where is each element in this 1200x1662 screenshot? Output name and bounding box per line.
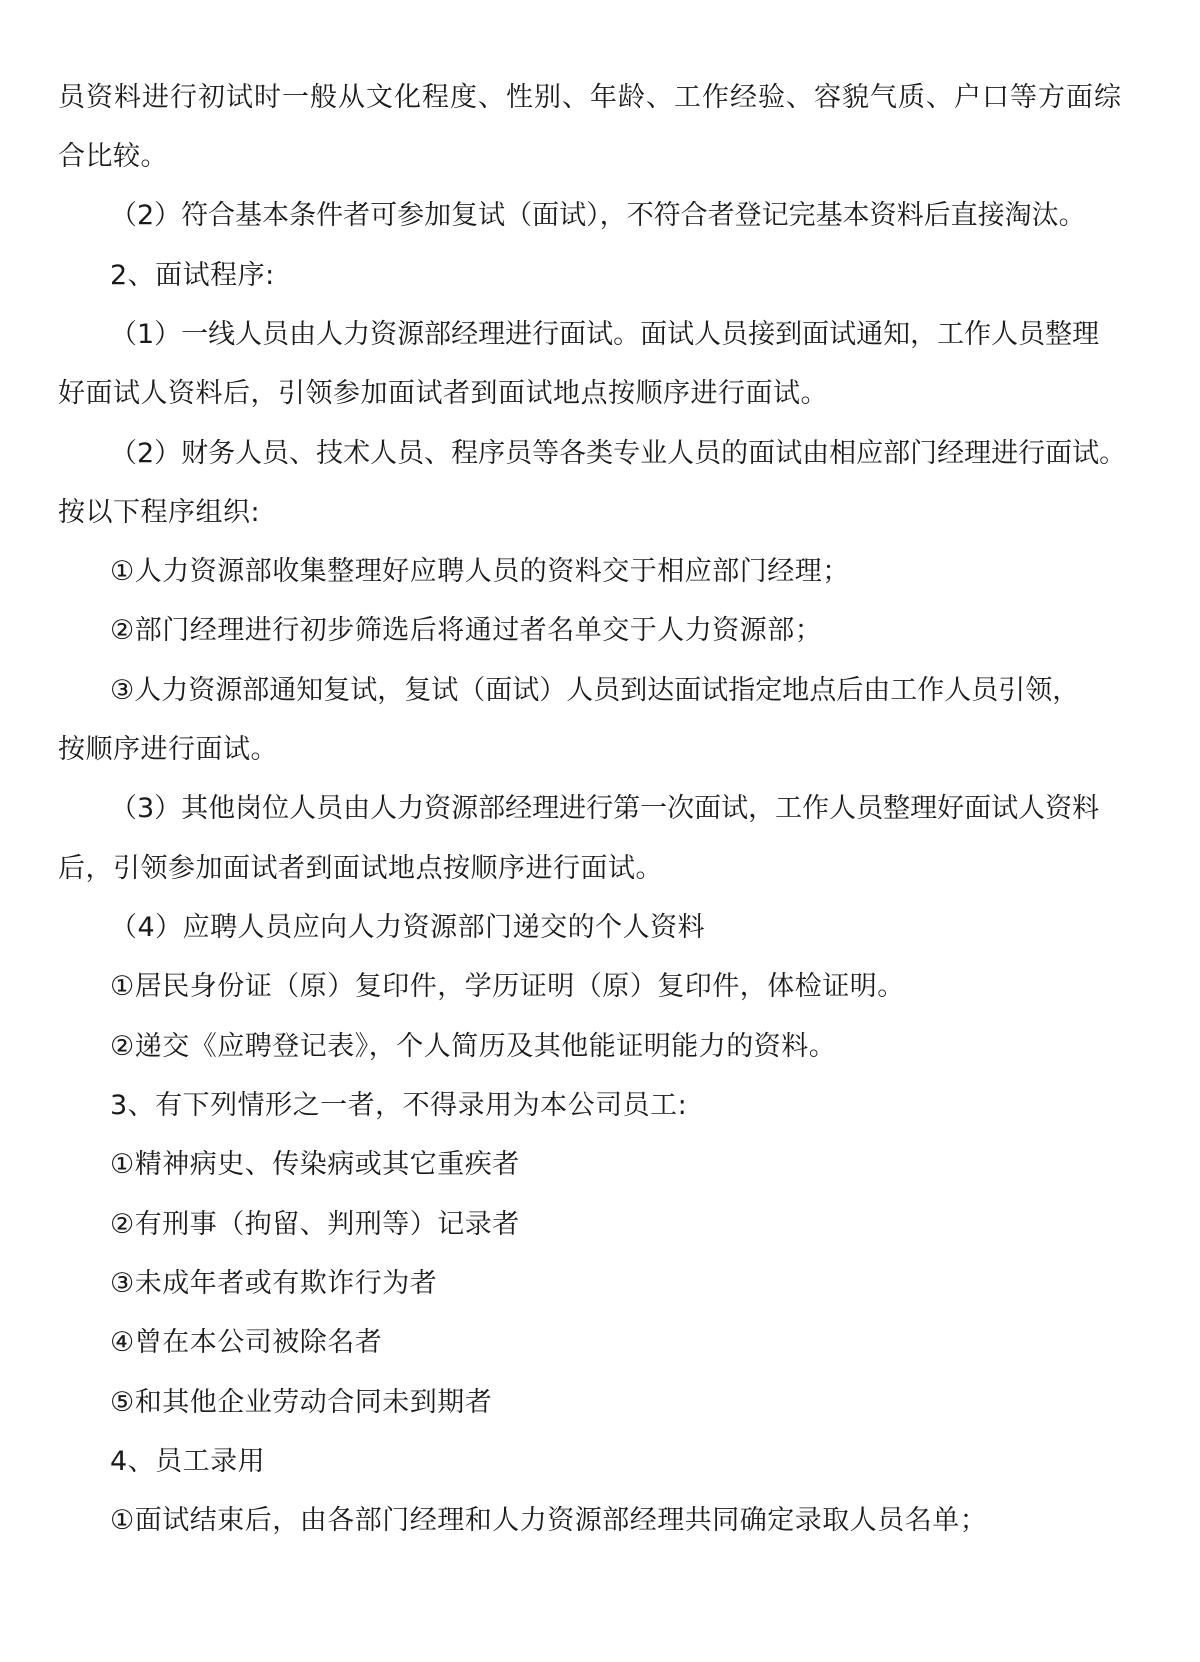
paragraph-line: 好面试人资料后，引领参加面试者到面试地点按顺序进行面试。 bbox=[58, 378, 828, 409]
list-item: ①面试结束后，由各部门经理和人力资源部经理共同确定录取人员名单； bbox=[110, 1505, 988, 1536]
list-item: ②部门经理进行初步筛选后将通过者名单交于人力资源部； bbox=[110, 615, 823, 646]
paragraph-line: 后，引领参加面试者到面试地点按顺序进行面试。 bbox=[58, 853, 663, 884]
section-heading: 2、面试程序: bbox=[110, 260, 275, 291]
list-item: ⑤和其他企业劳动合同未到期者 bbox=[110, 1387, 493, 1418]
list-item: ④曾在本公司被除名者 bbox=[110, 1327, 383, 1358]
list-item: ③人力资源部通知复试，复试（面试）人员到达面试指定地点后由工作人员引领， bbox=[110, 675, 1080, 706]
section-heading: 3、有下列情形之一者，不得录用为本公司员工: bbox=[110, 1090, 688, 1121]
paragraph-line: 按顺序进行面试。 bbox=[58, 734, 278, 765]
paragraph-line: （2）财务人员、技术人员、程序员等各类专业人员的面试由相应部门经理进行面试。 bbox=[110, 438, 1127, 469]
list-item: ③未成年者或有欺诈行为者 bbox=[110, 1268, 438, 1299]
list-item: ①精神病史、传染病或其它重疾者 bbox=[110, 1149, 520, 1180]
paragraph-line: 按以下程序组织: bbox=[58, 497, 261, 528]
list-item: ①居民身份证（原）复印件，学历证明（原）复印件，体检证明。 bbox=[110, 971, 905, 1002]
paragraph-line: （4）应聘人员应向人力资源部门递交的个人资料 bbox=[110, 912, 706, 943]
list-item: ①人力资源部收集整理好应聘人员的资料交于相应部门经理； bbox=[110, 556, 850, 587]
paragraph-line: 合比较。 bbox=[58, 141, 168, 172]
paragraph-line: （3）其他岗位人员由人力资源部经理进行第一次面试，工作人员整理好面试人资料 bbox=[110, 793, 1100, 824]
paragraph-line: （1）一线人员由人力资源部经理进行面试。面试人员接到面试通知，工作人员整理 bbox=[110, 319, 1100, 350]
paragraph-line: （2）符合基本条件者可参加复试（面试），不符合者登记完基本资料后直接淘汰。 bbox=[110, 200, 1086, 231]
list-item: ②递交《应聘登记表》，个人简历及其他能证明能力的资料。 bbox=[110, 1031, 837, 1062]
section-heading: 4、员工录用 bbox=[110, 1446, 266, 1477]
paragraph-line: 员资料进行初试时一般从文化程度、性别、年龄、工作经验、容貌气质、户口等方面综 bbox=[58, 82, 1122, 113]
list-item: ②有刑事（拘留、判刑等）记录者 bbox=[110, 1209, 520, 1240]
